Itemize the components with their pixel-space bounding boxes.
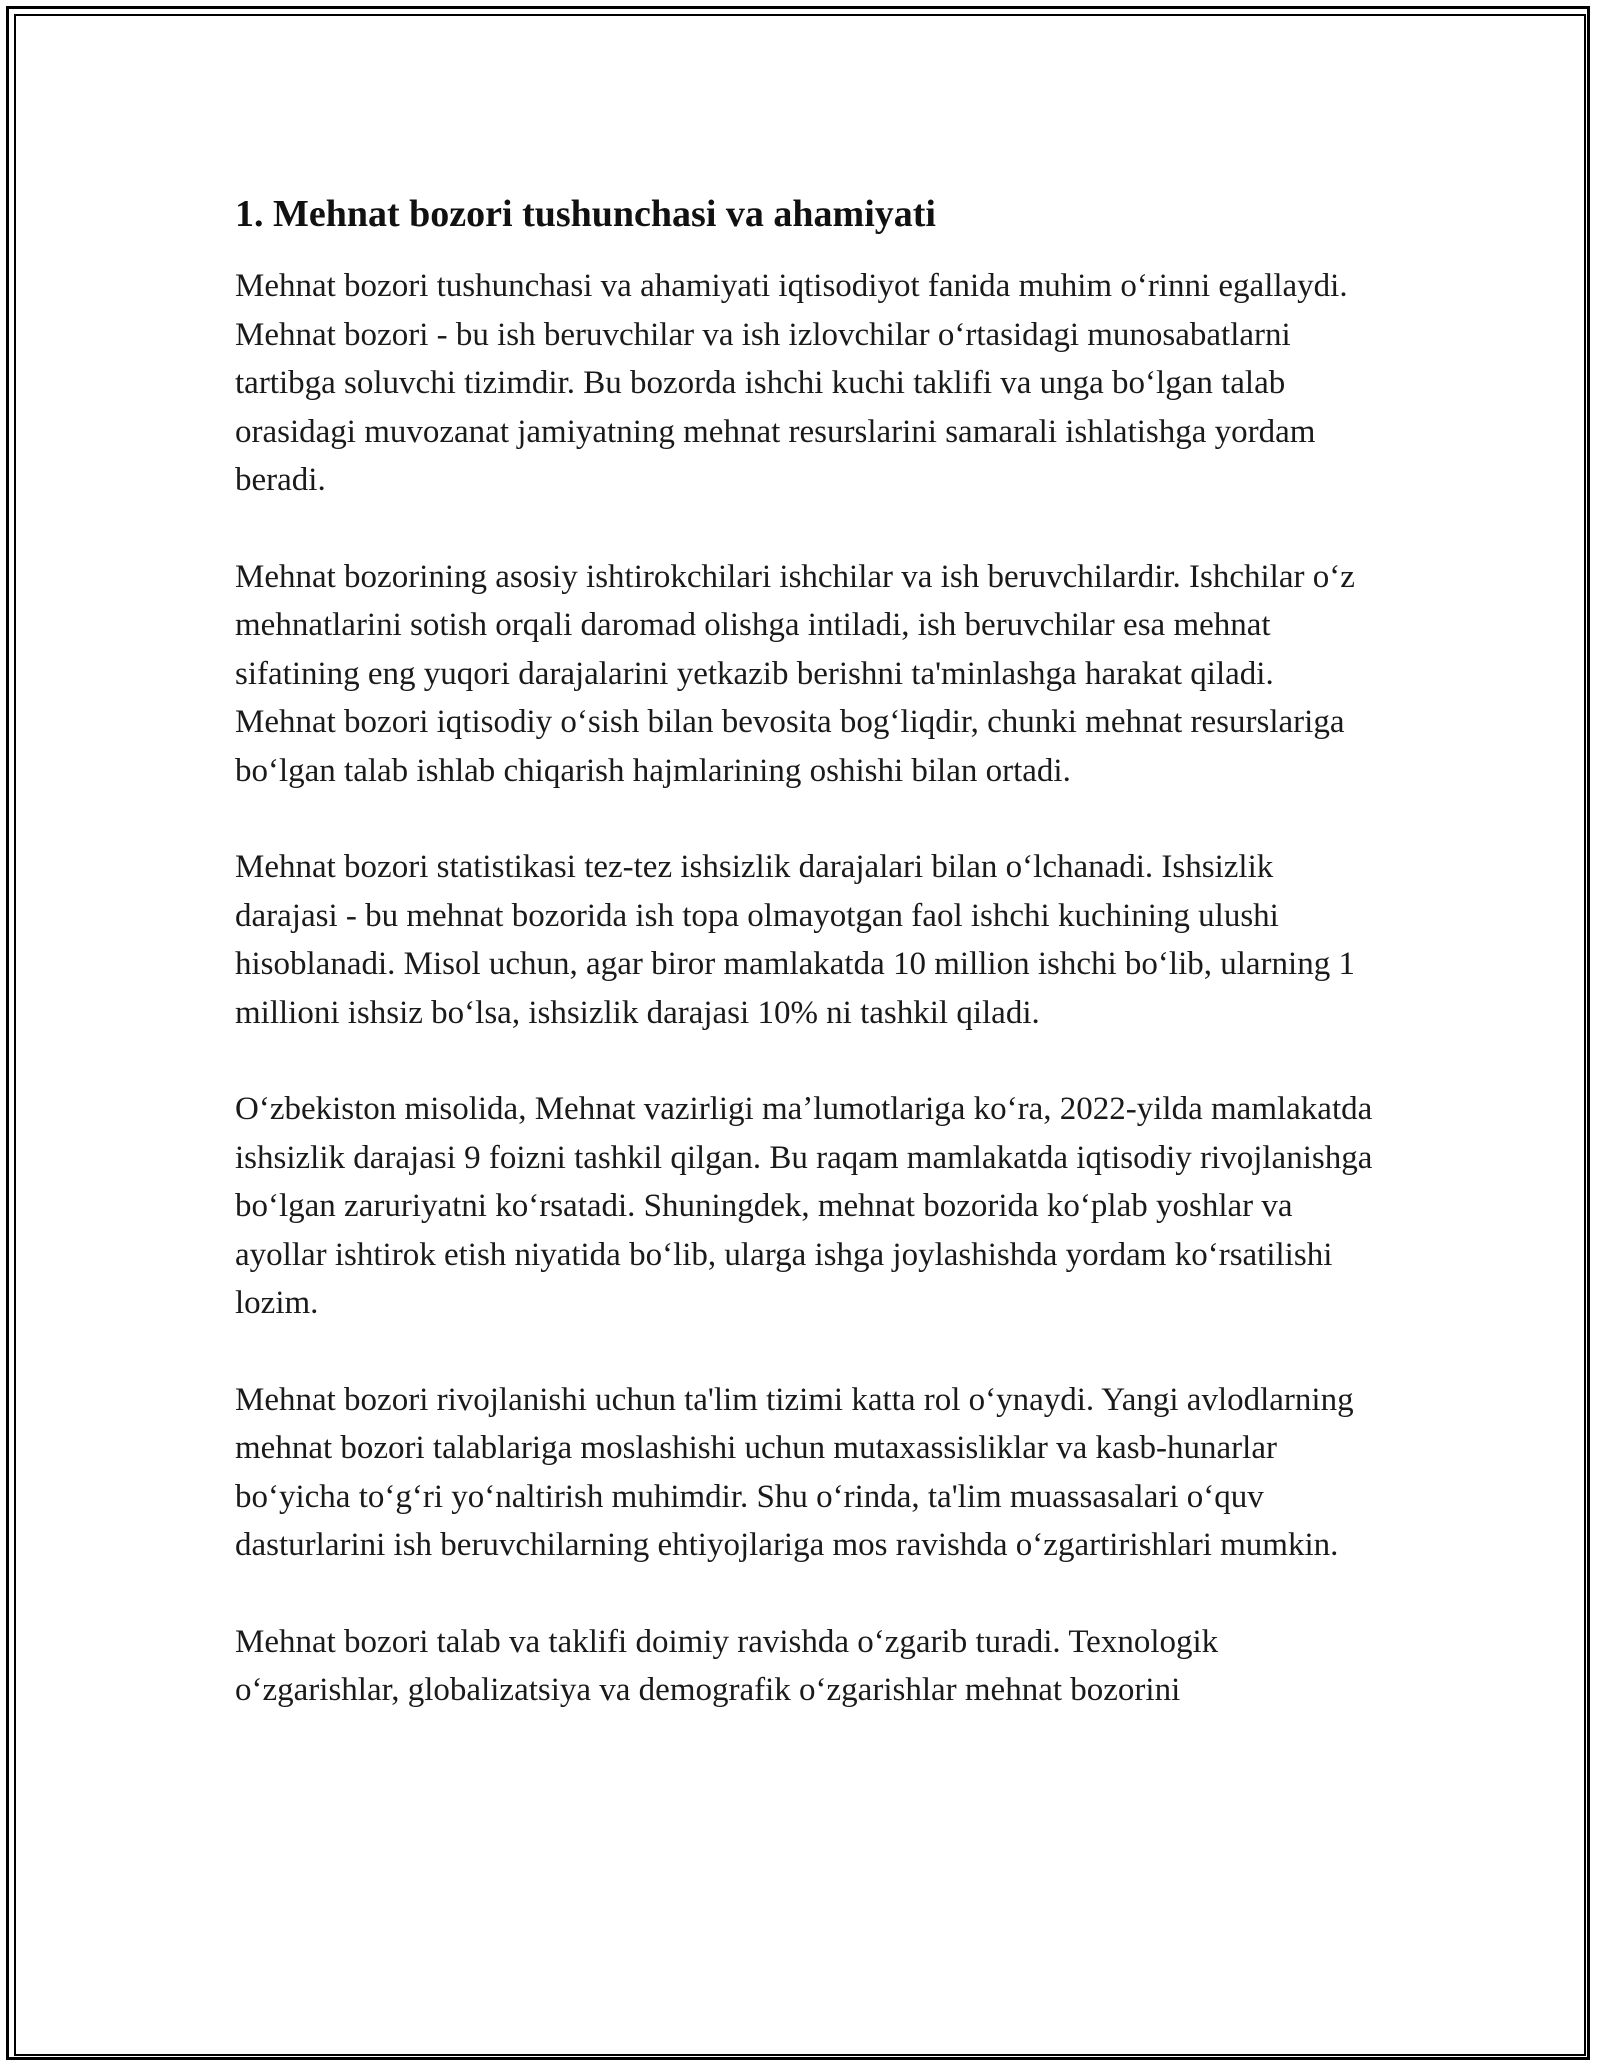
section-heading: 1. Mehnat bozori tushunchasi va ahamiyati [235, 193, 936, 235]
paragraph-3: Mehnat bozori statistikasi tez-tez ishsizlik darajalari bilan oʻlchanadi. Ishsizlik darajasi - bu mehnat bozorida ish topa olmayotgan faol ishchi kuchining ulushi hisoblanadi. Misol uchun, agar biror mamlakatda 10 million ishchi boʻlib, ularning 1 millioni ishsiz boʻlsa, ishsizlik darajasi 10% ni tashkil qiladi. [235, 849, 1355, 1031]
paragraph-1: Mehnat bozori tushunchasi va ahamiyati iqtisodiyot fanida muhim oʻrinni egallaydi. Mehnat bozori - bu ish beruvchilar va ish izlovchilar oʻrtasidagi munosabatlarni tartibga soluvchi tizimdir. Bu bozorda ishchi kuchi taklifi va unga boʻlgan talab orasidagi muvozanat jamiyatning mehnat resurslarini samarali ishlatishga yordam beradi. [235, 268, 1348, 498]
paragraph-2: Mehnat bozorining asosiy ishtirokchilari ishchilar va ish beruvchilardir. Ishchilar oʻz mehnatlarini sotish orqali daromad olishga intiladi, ish beruvchilar esa mehnat sifatining eng yuqori darajalarini yetkazib berishni ta'minlashga harakat qiladi. Mehnat bozori iqtisodiy oʻsish bilan bevosita bogʻliqdir, chunki mehnat resurslariga boʻlgan talab ishlab chiqarish hajmlarining oshishi bilan ortadi. [235, 558, 1355, 789]
paragraph-6: Mehnat bozori talab va taklifi doimiy ravishda oʻzgarib turadi. Texnologik oʻzgarishlar, globalizatsiya va demografik oʻzgarishlar mehnat bozorini [235, 1623, 1219, 1708]
paragraph-5: Mehnat bozori rivojlanishi uchun ta'lim tizimi katta rol oʻynaydi. Yangi avlodlarning mehnat bozori talablariga moslashishi uchun mutaxassisliklar va kasb-hunarlar boʻyicha toʻgʻri yoʻnaltirish muhimdir. Shu oʻrinda, ta'lim muassasalari oʻquv dasturlarini ish beruvchilarning ehtiyojlariga mos ravishda oʻzgartirishlari mumkin. [235, 1381, 1354, 1563]
paragraph-4: Oʻzbekiston misolida, Mehnat vazirligi maʼlumotlariga koʻra, 2022-yilda mamlakatda ishsizlik darajasi 9 foizni tashkil qilgan. Bu raqam mamlakatda iqtisodiy rivojlanishga boʻlgan zaruriyatni koʻrsatadi. Shuningdek, mehnat bozorida koʻplab yoshlar va ayollar ishtirok etish niyatida boʻlib, ularga ishga joylashishda yordam koʻrsatilishi lozim. [235, 1091, 1373, 1321]
document-body [235, 186, 1375, 1763]
